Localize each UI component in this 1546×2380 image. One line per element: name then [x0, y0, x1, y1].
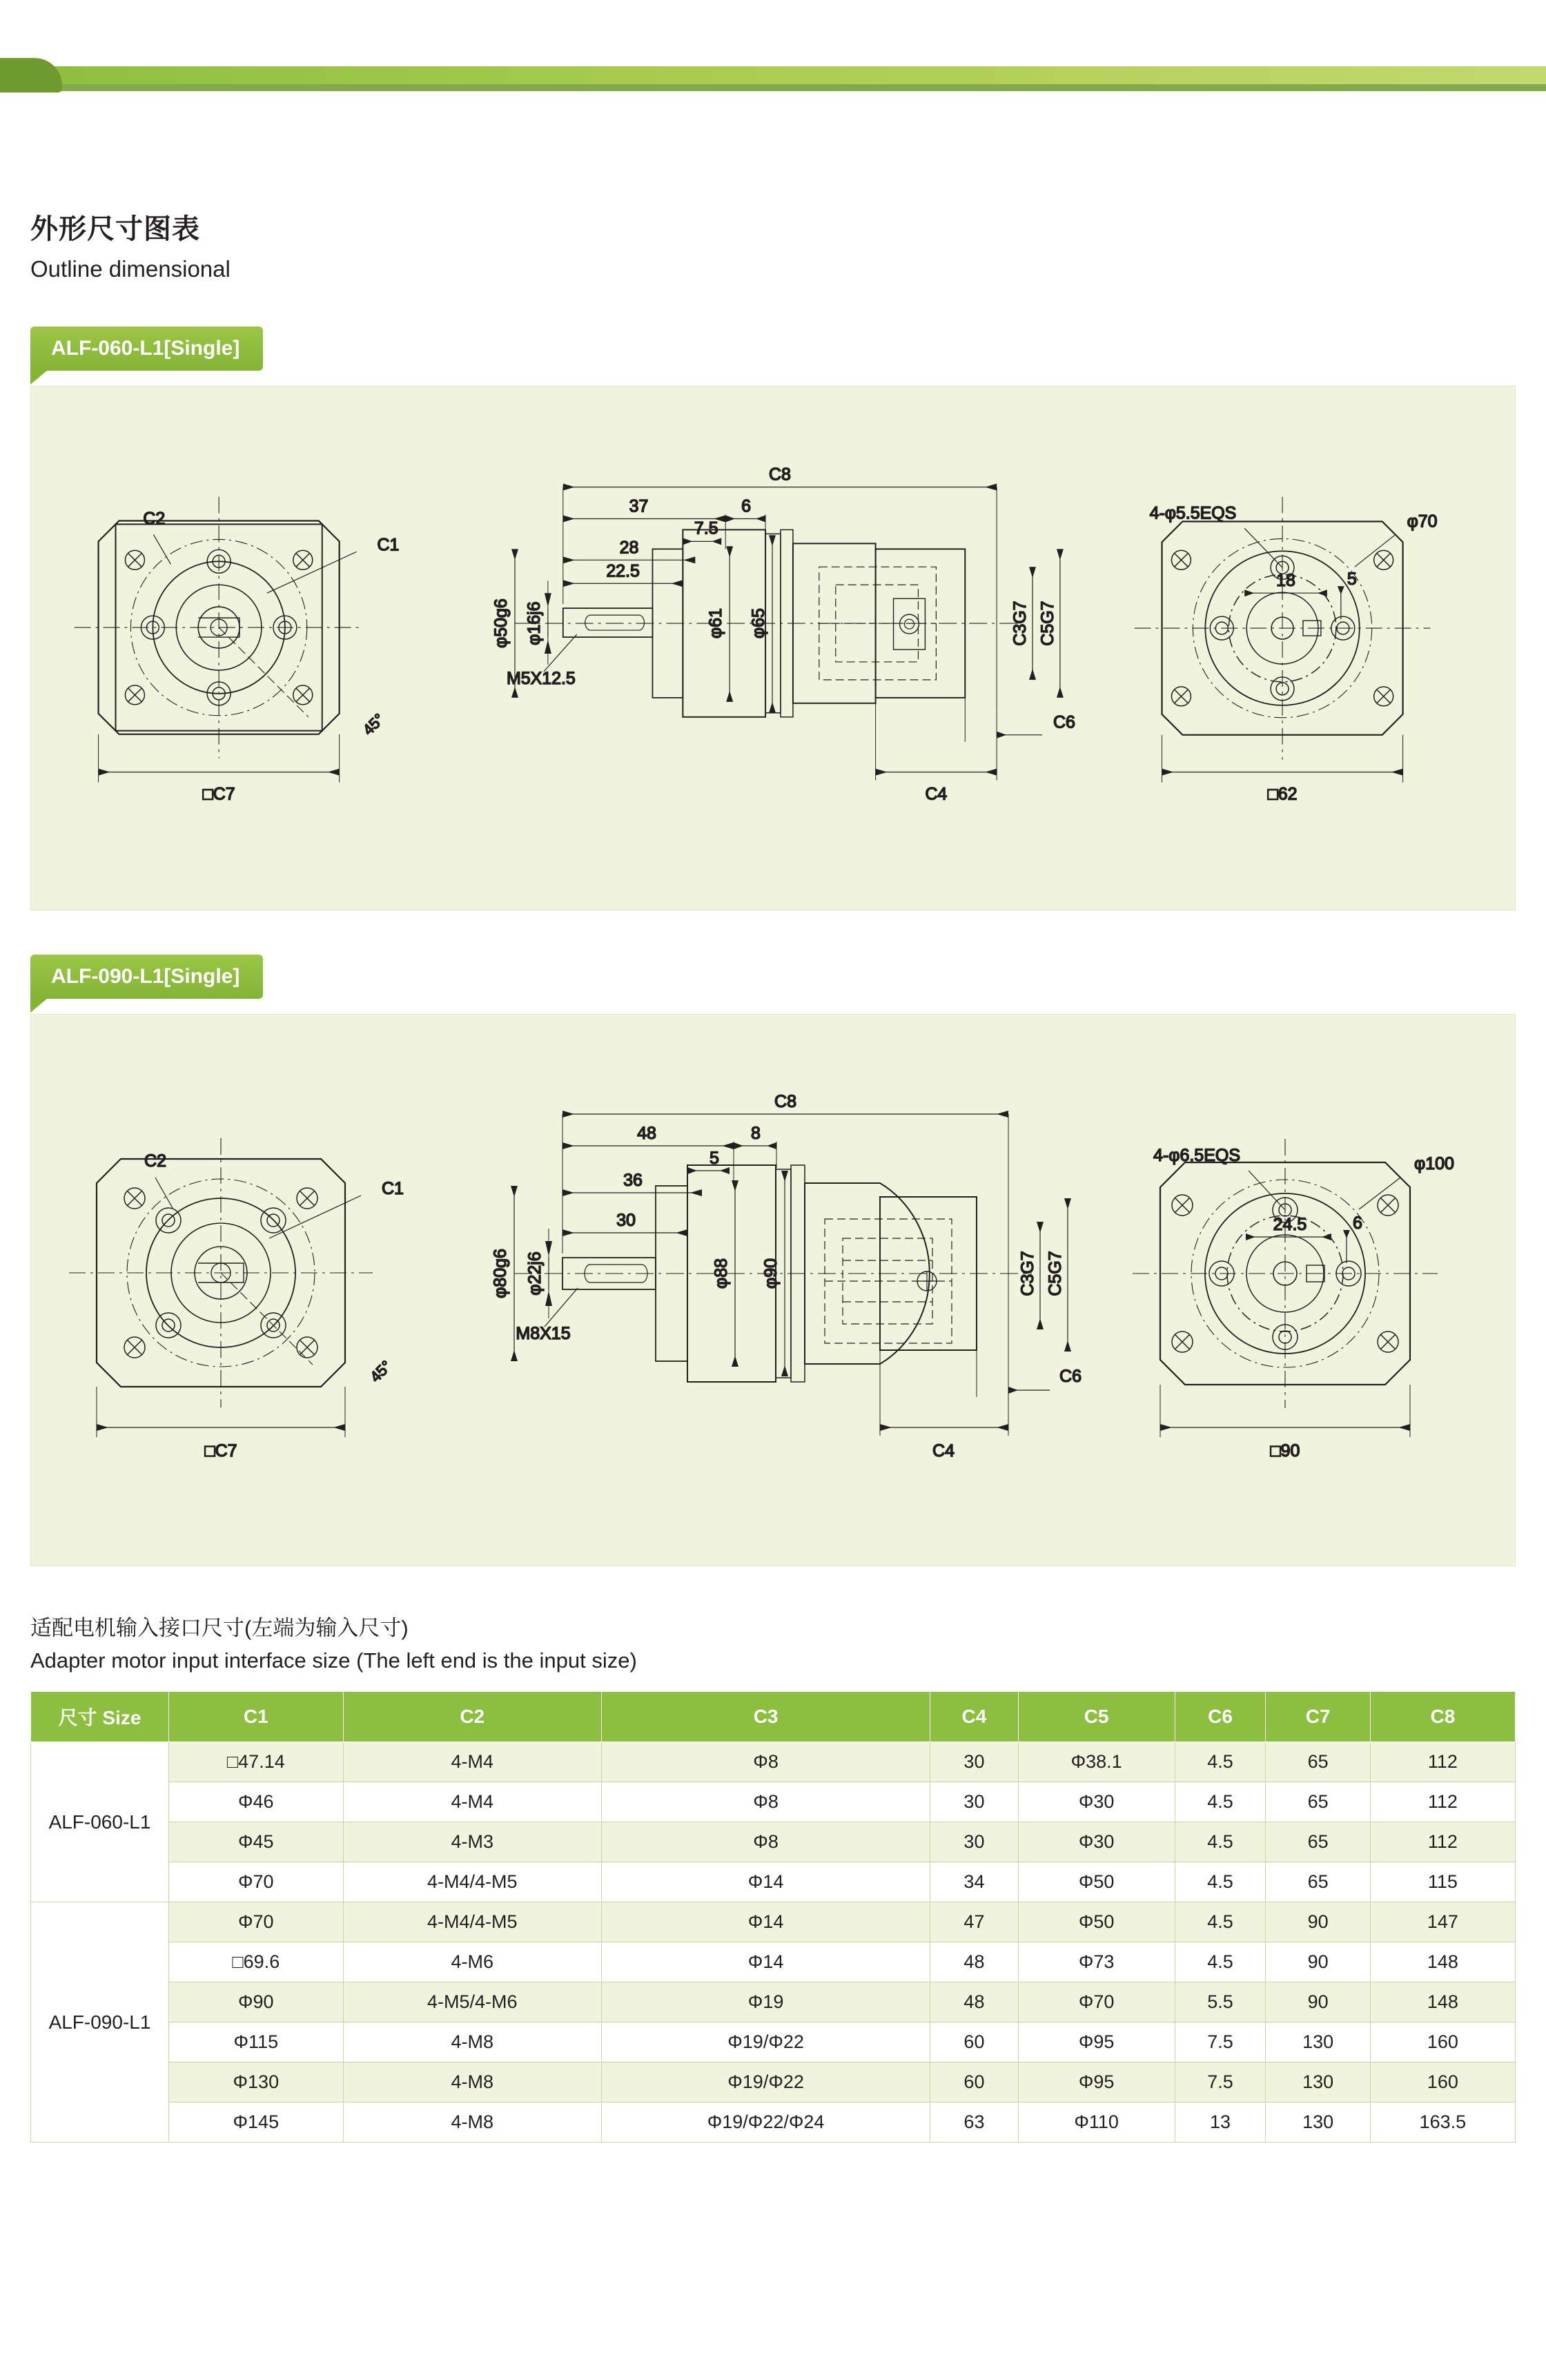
- cell-c8: 112: [1370, 1782, 1515, 1822]
- cell-c8: 115: [1370, 1862, 1515, 1902]
- svg-text:45°: 45°: [359, 710, 388, 739]
- svg-text:φ16j6: φ16j6: [524, 601, 544, 645]
- interface-size-caption: [30, 1610, 1546, 1673]
- band-dark: [0, 84, 1546, 91]
- cell-c1: Φ145: [169, 2103, 344, 2143]
- cell-c3: Φ14: [601, 1902, 930, 1942]
- cell-c4: 34: [930, 1862, 1018, 1902]
- svg-text:C3G7: C3G7: [1010, 601, 1030, 646]
- cell-c1: Φ45: [169, 1822, 344, 1862]
- svg-text:C3G7: C3G7: [1018, 1251, 1037, 1296]
- drawing-panel-alf090: [30, 1014, 1516, 1566]
- cell-c7: 90: [1266, 1902, 1370, 1942]
- svg-text:C6: C6: [1059, 1367, 1082, 1386]
- cell-c7: 90: [1266, 1942, 1370, 1982]
- svg-text:M8X15: M8X15: [516, 1324, 571, 1343]
- front-view-alf060: [75, 497, 364, 783]
- cell-c4: 48: [930, 1942, 1018, 1982]
- cell-c5: Φ70: [1018, 1982, 1175, 2022]
- cell-c6: 4.5: [1175, 1782, 1266, 1822]
- svg-text:φ50g6: φ50g6: [491, 598, 511, 648]
- cell-c2: 4-M8: [343, 2103, 601, 2143]
- cell-c6: 13: [1175, 2103, 1266, 2143]
- table-row: [31, 1862, 1516, 1902]
- cell-c1: Φ90: [169, 1982, 344, 2022]
- cell-c1: Φ130: [169, 2062, 344, 2103]
- interface-size-caption-en: Adapter motor input interface size (The left end is the input size): [30, 1648, 637, 1672]
- cell-c7: 65: [1266, 1822, 1370, 1862]
- col-header-size: 尺寸 Size: [31, 1692, 169, 1742]
- cell-c1: □69.6: [169, 1942, 344, 1982]
- cell-c5: Φ110: [1018, 2103, 1175, 2143]
- cell-c3: Φ19/Φ22/Φ24: [601, 2103, 930, 2143]
- spec-table: [30, 1691, 1516, 2143]
- table-body: [31, 1742, 1516, 2143]
- cell-c7: 65: [1266, 1742, 1370, 1782]
- cell-c2: 4-M4: [343, 1742, 601, 1782]
- table-row: [31, 1822, 1516, 1862]
- svg-text:30: 30: [616, 1211, 636, 1230]
- cell-c8: 160: [1370, 2022, 1515, 2062]
- cell-c6: 7.5: [1175, 2062, 1266, 2103]
- cell-c4: 47: [930, 1902, 1018, 1942]
- svg-text:C1: C1: [377, 535, 400, 555]
- cell-c6: 5.5: [1175, 1982, 1266, 2022]
- cell-c7: 90: [1266, 1982, 1370, 2022]
- col-header-c4: C4: [930, 1692, 1018, 1742]
- svg-text:22.5: 22.5: [606, 561, 640, 581]
- cell-c4: 60: [930, 2022, 1018, 2062]
- svg-text:28: 28: [619, 538, 639, 558]
- svg-text:□C7: □C7: [204, 1441, 237, 1461]
- table-row: [31, 2022, 1516, 2062]
- svg-text:7.5: 7.5: [694, 518, 718, 538]
- svg-text:□90: □90: [1270, 1441, 1300, 1461]
- svg-text:φ22j6: φ22j6: [525, 1251, 545, 1296]
- cell-c5: Φ95: [1018, 2062, 1175, 2103]
- table-row: [31, 1782, 1516, 1822]
- svg-text:C6: C6: [1053, 712, 1075, 732]
- technical-drawing-alf060: [31, 387, 1515, 910]
- cell-c7: 130: [1266, 2022, 1370, 2062]
- cell-c4: 30: [930, 1742, 1018, 1782]
- cell-c8: 112: [1370, 1742, 1515, 1782]
- cell-c2: 4-M8: [343, 2062, 601, 2103]
- svg-text:□62: □62: [1267, 784, 1298, 804]
- col-header-c1: C1: [169, 1692, 344, 1742]
- svg-text:φ100: φ100: [1414, 1154, 1454, 1173]
- cell-c2: 4-M8: [343, 2022, 601, 2062]
- cell-c2: 4-M3: [343, 1822, 601, 1862]
- cell-c2: 4-M4/4-M5: [343, 1862, 601, 1902]
- cell-c1: Φ70: [169, 1862, 344, 1902]
- svg-text:φ70: φ70: [1407, 511, 1438, 531]
- side-view-alf060: [511, 484, 1064, 781]
- cell-c5: Φ30: [1018, 1822, 1175, 1862]
- cell-c1: □47.14: [169, 1742, 344, 1782]
- table-header-row: [31, 1692, 1516, 1742]
- col-header-c6: C6: [1175, 1692, 1266, 1742]
- side-view-alf090: [511, 1111, 1071, 1436]
- cell-c2: 4-M6: [343, 1942, 601, 1982]
- cell-c6: 7.5: [1175, 2022, 1266, 2062]
- svg-text:48: 48: [637, 1124, 656, 1143]
- band-cap: [0, 58, 62, 92]
- svg-text:6: 6: [741, 496, 752, 516]
- cell-c1: Φ46: [169, 1782, 344, 1822]
- cell-c3: Φ14: [601, 1862, 930, 1902]
- table-row: [31, 1902, 1516, 1942]
- band-gradient: [0, 66, 1546, 84]
- cell-c3: Φ8: [601, 1742, 930, 1782]
- svg-text:37: 37: [629, 496, 649, 516]
- col-header-c3: C3: [601, 1692, 930, 1742]
- cell-c8: 147: [1370, 1902, 1515, 1942]
- page-top-band: [0, 0, 1546, 110]
- svg-text:φ88: φ88: [712, 1258, 731, 1289]
- front-view-alf090: [69, 1138, 373, 1437]
- cell-c7: 65: [1266, 1782, 1370, 1822]
- table-row: [31, 1742, 1516, 1782]
- page-title: [30, 207, 1546, 282]
- svg-text:C8: C8: [774, 1092, 796, 1111]
- svg-text:18: 18: [1276, 571, 1295, 591]
- cell-c8: 160: [1370, 2062, 1515, 2103]
- cell-c8: 148: [1370, 1942, 1515, 1982]
- svg-text:φ90: φ90: [761, 1258, 781, 1289]
- cell-c3: Φ8: [601, 1782, 930, 1822]
- cell-c5: Φ50: [1018, 1902, 1175, 1942]
- cell-c4: 63: [930, 2103, 1018, 2143]
- interface-size-caption-cn: 适配电机输入接口尺寸(左端为输入尺寸): [30, 1616, 409, 1640]
- table-row: [31, 2103, 1516, 2143]
- table-row: [31, 1982, 1516, 2022]
- cell-c5: Φ30: [1018, 1782, 1175, 1822]
- cell-c7: 130: [1266, 2103, 1370, 2143]
- cell-c4: 60: [930, 2062, 1018, 2103]
- svg-text:M5X12.5: M5X12.5: [507, 668, 576, 688]
- svg-text:φ65: φ65: [749, 608, 769, 639]
- svg-text:36: 36: [623, 1171, 643, 1190]
- svg-text:φ80g6: φ80g6: [491, 1249, 510, 1298]
- cell-c3: Φ19: [601, 1982, 930, 2022]
- col-header-c8: C8: [1370, 1692, 1515, 1742]
- cell-c6: 4.5: [1175, 1942, 1266, 1982]
- rear-view-alf090: [1133, 1139, 1438, 1437]
- page-title-en: Outline dimensional: [30, 256, 231, 282]
- svg-text:□C7: □C7: [202, 784, 235, 804]
- cell-c7: 65: [1266, 1862, 1370, 1902]
- svg-text:C8: C8: [769, 465, 791, 485]
- cell-c5: Φ38.1: [1018, 1742, 1175, 1782]
- cell-c6: 4.5: [1175, 1862, 1266, 1902]
- svg-text:C2: C2: [144, 1151, 166, 1171]
- cell-c4: 30: [930, 1822, 1018, 1862]
- model-cell: ALF-090-L1: [31, 1902, 169, 2143]
- cell-c2: 4-M5/4-M6: [343, 1982, 601, 2022]
- svg-text:C1: C1: [382, 1179, 404, 1198]
- svg-text:6: 6: [1353, 1213, 1362, 1233]
- svg-text:C4: C4: [925, 784, 948, 804]
- cell-c8: 163.5: [1370, 2103, 1515, 2143]
- cell-c6: 4.5: [1175, 1742, 1266, 1782]
- svg-text:24.5: 24.5: [1273, 1215, 1307, 1234]
- svg-text:5: 5: [1347, 569, 1357, 589]
- cell-c3: Φ8: [601, 1822, 930, 1862]
- cell-c3: Φ19/Φ22: [601, 2022, 930, 2062]
- cell-c1: Φ70: [169, 1902, 344, 1942]
- cell-c5: Φ50: [1018, 1862, 1175, 1902]
- technical-drawing-alf090: [31, 1015, 1515, 1565]
- section-tag-alf090: ALF-090-L1[Single]: [30, 955, 263, 999]
- svg-text:C4: C4: [932, 1441, 955, 1461]
- cell-c1: Φ115: [169, 2022, 344, 2062]
- cell-c5: Φ73: [1018, 1942, 1175, 1982]
- section-tag-alf060: ALF-060-L1[Single]: [30, 326, 263, 371]
- col-header-c5: C5: [1018, 1692, 1175, 1742]
- cell-c8: 112: [1370, 1822, 1515, 1862]
- svg-text:45°: 45°: [366, 1357, 395, 1386]
- cell-c3: Φ19/Φ22: [601, 2062, 930, 2103]
- svg-text:C5G7: C5G7: [1046, 1251, 1065, 1296]
- model-cell: ALF-060-L1: [31, 1742, 169, 1902]
- svg-text:8: 8: [751, 1124, 761, 1143]
- cell-c5: Φ95: [1018, 2022, 1175, 2062]
- col-header-c7: C7: [1266, 1692, 1370, 1742]
- cell-c2: 4-M4: [343, 1782, 601, 1822]
- col-header-c2: C2: [343, 1692, 601, 1742]
- cell-c6: 4.5: [1175, 1902, 1266, 1942]
- rear-view-alf060: [1135, 497, 1431, 783]
- drawing-panel-alf060: [30, 386, 1516, 910]
- page-title-cn: 外形尺寸图表: [30, 214, 200, 244]
- table-row: [31, 1942, 1516, 1982]
- cell-c3: Φ14: [601, 1942, 930, 1982]
- cell-c7: 130: [1266, 2062, 1370, 2103]
- svg-text:φ61: φ61: [706, 608, 726, 639]
- table-row: [31, 2062, 1516, 2103]
- svg-text:C2: C2: [143, 509, 166, 529]
- cell-c4: 30: [930, 1782, 1018, 1822]
- svg-text:C5G7: C5G7: [1037, 601, 1057, 646]
- cell-c4: 48: [930, 1982, 1018, 2022]
- cell-c2: 4-M4/4-M5: [343, 1902, 601, 1942]
- svg-text:4-φ6.5EQS: 4-φ6.5EQS: [1153, 1146, 1240, 1165]
- cell-c6: 4.5: [1175, 1822, 1266, 1862]
- svg-text:5: 5: [710, 1149, 719, 1168]
- svg-text:4-φ5.5EQS: 4-φ5.5EQS: [1149, 503, 1237, 523]
- cell-c8: 148: [1370, 1982, 1515, 2022]
